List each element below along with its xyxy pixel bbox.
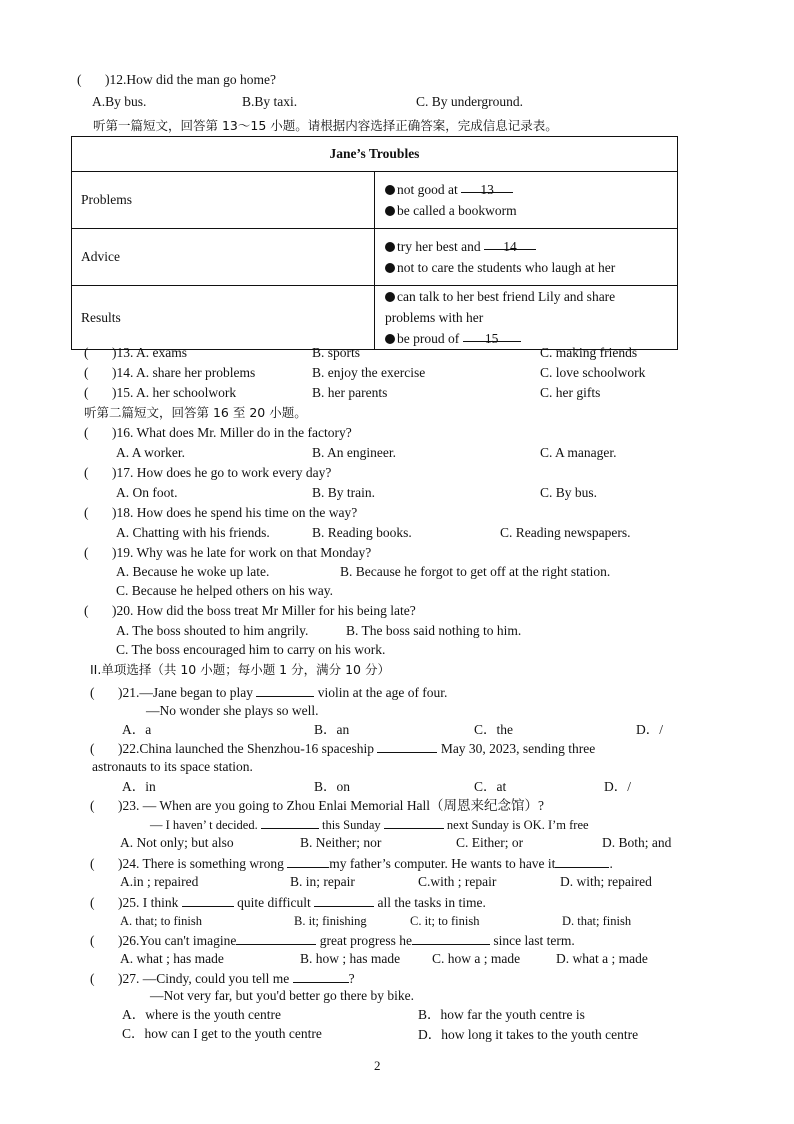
bullet-icon [385, 292, 395, 302]
q20-option-b: B. The boss said nothing to him. [346, 623, 522, 638]
question-14: ( )14. A. share her problems [84, 365, 256, 380]
problems-label: Problems [72, 172, 375, 229]
q27-option-d: D．how long it takes to the youth centre [418, 1027, 639, 1042]
blank [182, 893, 234, 907]
blank-15: 15 [463, 328, 521, 342]
question-24-stem: ( )24. There is something wrong my father’s computer. He wants to have it . [90, 856, 613, 871]
problem-item: be called a bookworm [385, 200, 667, 221]
janes-troubles-table [71, 136, 678, 350]
blank [236, 931, 316, 945]
q12-option-a: A.By bus. [92, 94, 147, 109]
blank [261, 815, 319, 829]
advice-item: try her best and 14 [385, 236, 667, 257]
q16-option-c: C. A manager. [540, 445, 617, 460]
q15-option-c: C. her gifts [540, 385, 601, 400]
q27-option-a: A．where is the youth centre [122, 1007, 281, 1022]
q21-option-c: C．the [474, 722, 513, 737]
question-19-stem: ( )19. Why was he late for work on that Monday? [84, 545, 372, 560]
blank [287, 854, 329, 868]
q18-option-c: C. Reading newspapers. [500, 525, 631, 540]
q21-option-b: B．an [314, 722, 350, 737]
q21-option-a: A．a [122, 722, 152, 737]
q18-option-a: A. Chatting with his friends. [116, 525, 270, 540]
question-21-stem: ( )21.—Jane began to play violin at the age of four. [90, 685, 448, 700]
q23-option-b: B. Neither; nor [300, 835, 382, 850]
problems-cell [375, 172, 678, 229]
section-2-heading: II.单项选择（共 10 小题；每小题 1 分，满分 10 分） [90, 662, 390, 677]
q25-option-a: A. that; to finish [120, 914, 202, 928]
q19-option-c: C. Because he helped others on his way. [116, 583, 333, 598]
results-cell [375, 286, 678, 350]
q25-option-d: D. that; finish [562, 914, 632, 928]
blank-14: 14 [484, 236, 536, 250]
q15-option-b: B. her parents [312, 385, 388, 400]
q27-option-c: C．how can I get to the youth centre [122, 1026, 322, 1041]
result-item: be proud of 15 [385, 328, 667, 349]
advice-label: Advice [72, 229, 375, 286]
q17-option-b: B. By train. [312, 485, 375, 500]
problem-item: not good at 13 [385, 179, 667, 200]
q24-option-d: D. with; repaired [560, 874, 652, 889]
bullet-icon [385, 242, 395, 252]
q27-option-b: B．how far the youth centre is [418, 1007, 585, 1022]
q22-continuation: astronauts to its space station. [92, 759, 253, 774]
q17-option-c: C. By bus. [540, 485, 598, 500]
q26-option-b: B. how ; has made [300, 951, 401, 966]
q21-reply: —No wonder she plays so well. [146, 703, 319, 718]
advice-cell [375, 229, 678, 286]
q19-option-b: B. Because he forgot to get off at the right station. [340, 564, 611, 579]
table-title: Jane’s Troubles [72, 137, 678, 172]
blank [412, 931, 490, 945]
q12-option-c: C. By underground. [416, 94, 523, 109]
listening-instruction-2: 听第二篇短文，回答第 16 至 20 小题。 [84, 405, 307, 420]
q12-option-b: B.By taxi. [242, 94, 298, 109]
q24-option-c: C.with ; repair [418, 874, 497, 889]
q24-option-b: B. in; repair [290, 874, 355, 889]
q23-reply: — I haven’ t decided. this Sunday next Sunday is OK. I’m free [150, 815, 589, 834]
q14-option-b: B. enjoy the exercise [312, 365, 426, 380]
question-13: ( )13. A. exams [84, 345, 187, 360]
question-20-stem: ( )20. How did the boss treat Mr Miller for his being late? [84, 603, 416, 618]
question-23-stem: ( )23. — When are you going to Zhou Enlai Memorial Hall（周恩来纪念馆）? [90, 798, 545, 813]
q19-option-a: A. Because he woke up late. [116, 564, 270, 579]
q13-option-b: B. sports [312, 345, 361, 360]
blank [555, 854, 609, 868]
bullet-icon [385, 263, 395, 273]
question-12-stem: ( )12.How did the man go home? [77, 72, 276, 87]
question-25-stem: ( )25. I think quite difficult all the tasks in time. [90, 895, 486, 910]
question-15: ( )15. A. her schoolwork [84, 385, 237, 400]
q22-option-d: D．/ [604, 779, 631, 794]
blank [256, 683, 314, 697]
advice-item: not to care the students who laugh at her [385, 257, 667, 278]
q13-option-c: C. making friends [540, 345, 638, 360]
blank [293, 969, 349, 983]
q23-option-d: D. Both; and [602, 835, 672, 850]
listening-instruction-1: 听第一篇短文，回答第 13～15 小题。请根据内容选择正确答案，完成信息记录表。 [93, 118, 558, 133]
bullet-icon [385, 334, 395, 344]
question-17-stem: ( )17. How does he go to work every day? [84, 465, 332, 480]
bullet-icon [385, 185, 395, 195]
q14-option-c: C. love schoolwork [540, 365, 646, 380]
bullet-icon [385, 206, 395, 216]
q23-option-c: C. Either; or [456, 835, 524, 850]
page-number: 2 [374, 1058, 381, 1073]
q26-option-c: C. how a ; made [432, 951, 521, 966]
q22-option-a: A．in [122, 779, 156, 794]
q17-option-a: A. On foot. [116, 485, 178, 500]
q26-option-d: D. what a ; made [556, 951, 648, 966]
q16-option-a: A. A worker. [116, 445, 185, 460]
question-16-stem: ( )16. What does Mr. Miller do in the factory? [84, 425, 352, 440]
q26-option-a: A. what ; has made [120, 951, 224, 966]
blank [314, 893, 374, 907]
q27-reply: —Not very far, but you'd better go there by bike. [150, 988, 414, 1003]
question-27-stem: ( )27. —Cindy, could you tell me ? [90, 971, 355, 986]
q25-option-c: C. it; to finish [410, 914, 480, 928]
q18-option-b: B. Reading books. [312, 525, 412, 540]
question-22-stem: ( )22.China launched the Shenzhou-16 spaceship May 30, 2023, sending three [90, 741, 596, 756]
blank [377, 739, 437, 753]
blank-13: 13 [461, 179, 513, 193]
result-item: can talk to her best friend Lily and share problems with her [385, 289, 616, 325]
q22-option-c: C．at [474, 779, 507, 794]
q20-option-c: C. The boss encouraged him to carry on his work. [116, 642, 386, 657]
question-26-stem: ( )26.You can't imagine great progress he since last term. [90, 933, 575, 948]
q22-option-b: B．on [314, 779, 351, 794]
q16-option-b: B. An engineer. [312, 445, 396, 460]
blank [384, 815, 444, 829]
q21-option-d: D．/ [636, 722, 663, 737]
question-18-stem: ( )18. How does he spend his time on the way? [84, 505, 358, 520]
q24-option-a: A.in ; repaired [120, 874, 199, 889]
q23-option-a: A. Not only; but also [120, 835, 234, 850]
q20-option-a: A. The boss shouted to him angrily. [116, 623, 309, 638]
q25-option-b: B. it; finishing [294, 914, 367, 928]
results-label: Results [72, 286, 375, 350]
